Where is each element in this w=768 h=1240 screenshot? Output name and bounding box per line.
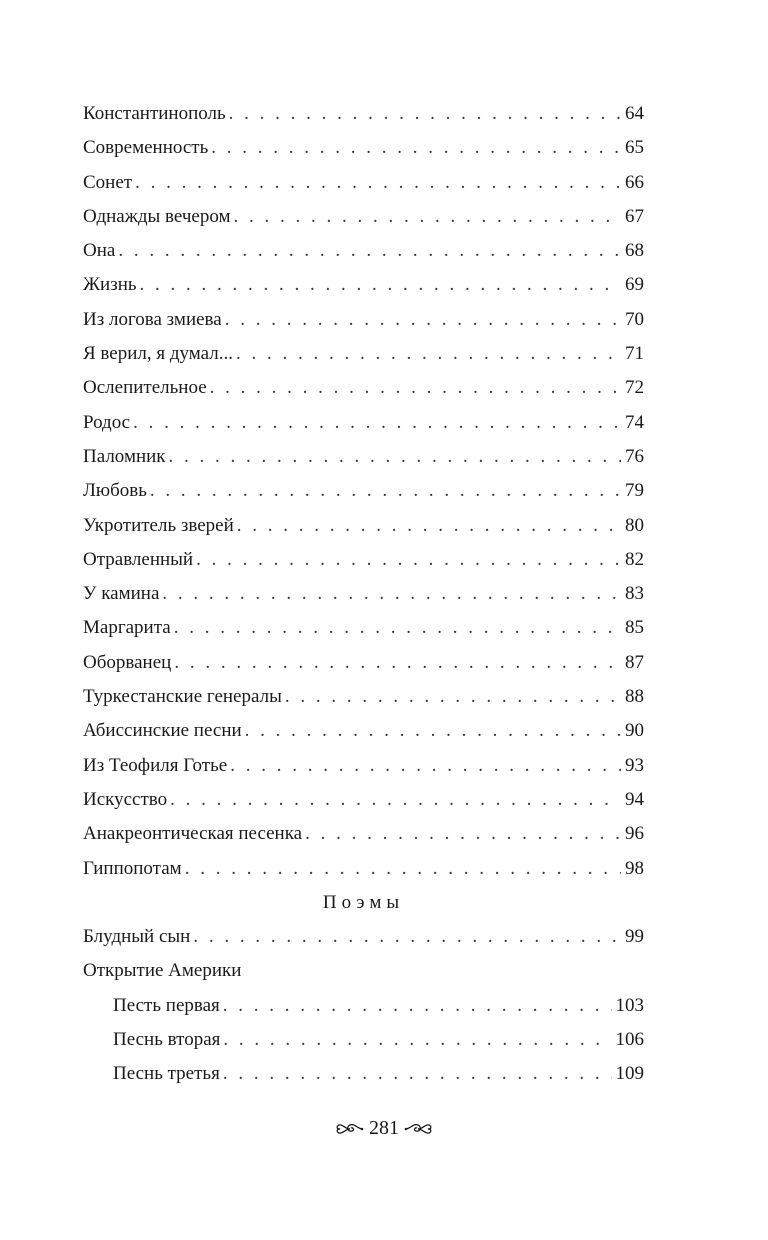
entry-page-number: 72 [625, 377, 644, 399]
entry-title: Я верил, я думал... [83, 343, 233, 365]
ornament-left-icon [335, 1119, 365, 1139]
entry-page-number: 103 [615, 994, 644, 1016]
entry-title: Открытие Америки [83, 960, 242, 982]
dot-leader [150, 474, 621, 508]
dot-leader [285, 680, 621, 714]
entry-title: У камина [83, 583, 160, 605]
toc-entry [83, 920, 644, 954]
entry-title: Родос [83, 411, 131, 433]
dot-leader [174, 611, 621, 645]
toc-entry [83, 406, 644, 440]
dot-leader [185, 852, 621, 886]
toc-entry [83, 680, 644, 714]
entry-page-number: 70 [625, 308, 644, 330]
entry-title: Искусство [83, 788, 168, 810]
dot-leader [229, 97, 621, 131]
entry-page-number: 90 [625, 720, 644, 742]
entry-page-number: 82 [625, 548, 644, 570]
entry-page-number: 87 [625, 651, 644, 673]
dot-leader [174, 646, 621, 680]
entry-page-number: 80 [625, 514, 644, 536]
dot-leader [118, 234, 621, 268]
dot-leader [237, 509, 621, 543]
dot-leader [196, 543, 621, 577]
dot-leader [133, 406, 621, 440]
entry-page-number: 69 [625, 274, 644, 296]
entry-page-number: 85 [625, 617, 644, 639]
entry-page-number: 109 [615, 1063, 644, 1085]
entry-title: Песнь вторая [113, 1029, 221, 1051]
toc-entry [83, 543, 644, 577]
entry-title: Анакреонтическая песенка [83, 823, 303, 845]
dot-leader [234, 200, 621, 234]
entry-title: Отравленный [83, 548, 194, 570]
toc-entry [83, 852, 644, 886]
toc-entry [83, 371, 644, 405]
toc-entry [83, 714, 644, 748]
entry-page-number: 106 [615, 1029, 644, 1051]
entry-page-number: 94 [625, 788, 644, 810]
dot-leader [162, 577, 621, 611]
dot-leader [223, 989, 612, 1023]
dot-leader [223, 1057, 612, 1091]
entry-title: Любовь [83, 480, 147, 502]
poems-list [83, 920, 644, 989]
toc-entry [83, 611, 644, 645]
toc-entry [83, 440, 644, 474]
dot-leader [236, 337, 621, 371]
entry-page-number: 98 [625, 857, 644, 879]
dot-leader [211, 131, 621, 165]
toc-entry [83, 749, 644, 783]
entry-title: Однажды вечером [83, 205, 231, 227]
entry-title: Ослепительное [83, 377, 207, 399]
entry-title: Паломник [83, 445, 166, 467]
dot-leader [169, 440, 621, 474]
entry-page-number: 65 [625, 137, 644, 159]
dot-leader [170, 783, 621, 817]
toc-entry [83, 337, 644, 371]
entry-page-number: 79 [625, 480, 644, 502]
dot-leader [135, 166, 621, 200]
entry-page-number: 68 [625, 240, 644, 262]
toc-entry [83, 166, 644, 200]
dot-leader [223, 1023, 611, 1057]
toc-entry [83, 577, 644, 611]
toc-entry [83, 954, 644, 988]
entry-page-number: 76 [625, 445, 644, 467]
entry-title: Оборванец [83, 651, 172, 673]
entry-page-number: 64 [625, 103, 644, 124]
entry-title: Туркестанские генералы [83, 686, 282, 708]
entry-title: Гиппопотам [83, 857, 182, 879]
sub-entries-list [83, 989, 644, 1092]
entry-page-number: 83 [625, 583, 644, 605]
entry-page-number: 88 [625, 686, 644, 708]
entry-page-number: 99 [625, 926, 644, 948]
toc-entry [83, 234, 644, 268]
entries-list [83, 97, 644, 886]
dot-leader [193, 920, 621, 954]
entry-title: Она [83, 240, 116, 262]
toc-entry [83, 783, 644, 817]
toc-sub-entry [83, 1023, 644, 1057]
toc-entry [83, 474, 644, 508]
entry-title: Песнь третья [113, 1063, 220, 1085]
entry-title: Константинополь [83, 103, 226, 124]
toc-entry [83, 200, 644, 234]
entry-page-number: 93 [625, 754, 644, 776]
toc-entry [83, 509, 644, 543]
page-footer [0, 1117, 768, 1140]
toc-entry [83, 817, 644, 851]
entry-page-number: 67 [625, 205, 644, 227]
section-heading: Поэмы [322, 891, 405, 913]
dot-leader [230, 749, 621, 783]
entry-title: Из Теофиля Готье [83, 754, 228, 776]
toc-entry [83, 97, 644, 131]
entry-title: Сонет [83, 171, 133, 193]
entry-title: Абиссинские песни [83, 720, 242, 742]
entry-page-number: 74 [625, 411, 644, 433]
toc-entry [83, 303, 644, 337]
toc-entry [83, 646, 644, 680]
entry-title: Современность [83, 137, 209, 159]
toc-sub-entry [83, 1057, 644, 1091]
entry-title: Из логова змиева [83, 308, 222, 330]
entry-page-number: 71 [625, 343, 644, 365]
ornament-right-icon [403, 1119, 433, 1139]
entry-title: Маргарита [83, 617, 171, 639]
dot-leader [225, 303, 621, 337]
entry-title: Песть первая [113, 994, 220, 1016]
toc-entry [83, 131, 644, 165]
toc-entry [83, 268, 644, 302]
entry-page-number: 66 [625, 171, 644, 193]
toc-sub-entry [83, 989, 644, 1023]
dot-leader [140, 268, 621, 302]
dot-leader [305, 817, 621, 851]
entry-title: Жизнь [83, 274, 137, 296]
entry-page-number: 96 [625, 823, 644, 845]
dot-leader [210, 371, 621, 405]
entry-title: Блудный сын [83, 926, 191, 948]
entry-title: Укротитель зверей [83, 514, 234, 536]
page-number: 281 [369, 1117, 399, 1139]
table-of-contents [83, 97, 644, 1092]
dot-leader [245, 714, 621, 748]
